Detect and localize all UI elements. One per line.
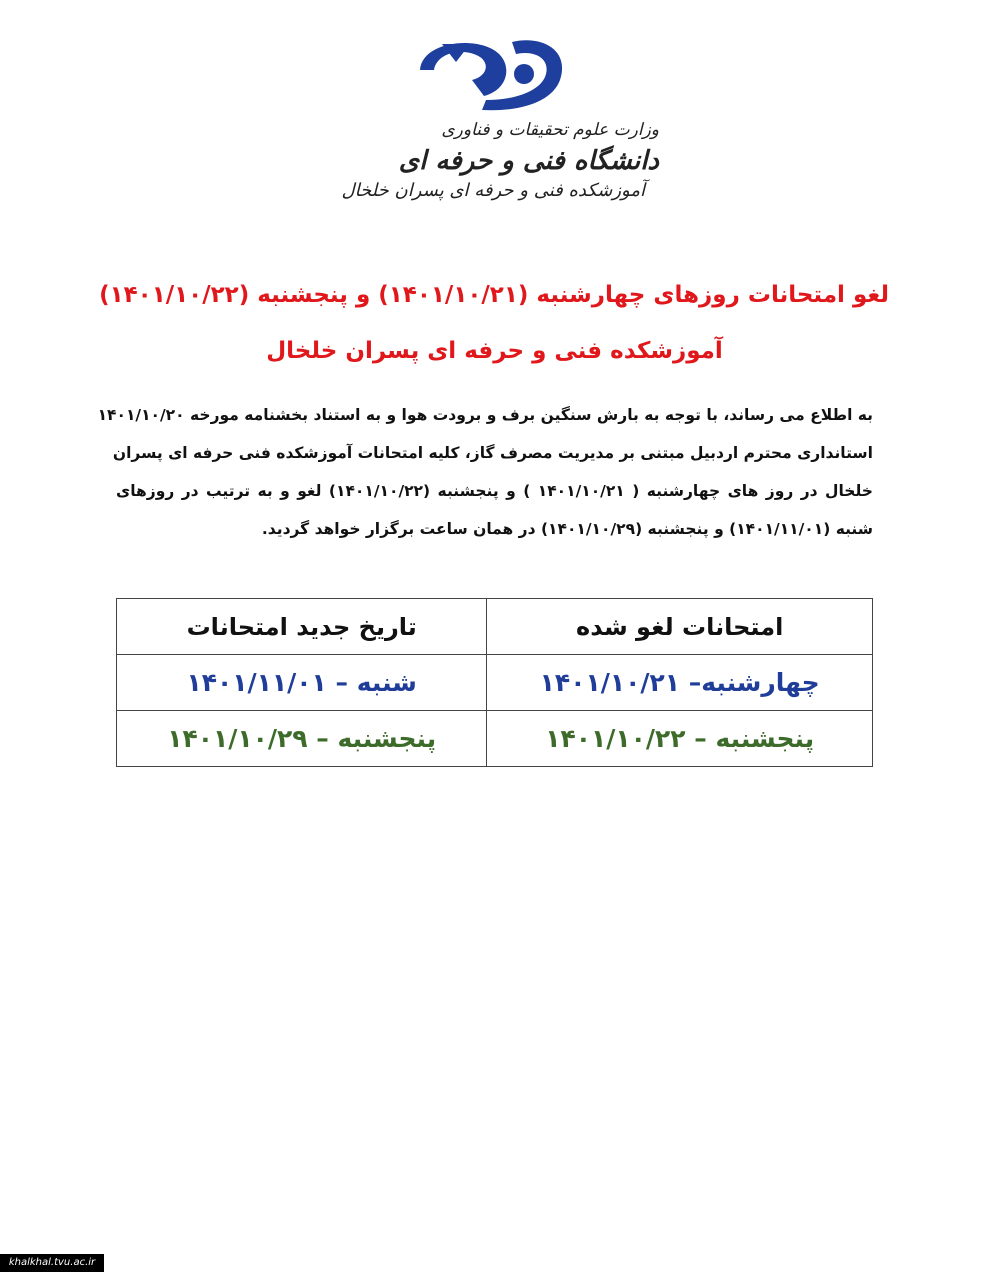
table-row (117, 711, 873, 767)
new-date-cell: پنجشنبه – ۱۴۰۱/۱۰/۲۹ (117, 711, 487, 767)
header-cancelled-exams: امتحانات لغو شده (487, 599, 873, 655)
announcement-body (97, 396, 873, 548)
body-line: استانداری محترم اردبیل مبتنی بر مدیریت مصرف گاز، کلیه امتحانات آموزشکده فنی حرفه ای پسران (112, 444, 873, 462)
ministry-name: وزارت علوم تحقیقات و فناوری (441, 120, 659, 140)
cancelled-date-cell: چهارشنبه– ۱۴۰۱/۱۰/۲۱ (487, 655, 873, 711)
body-line: خلخال در روز های چهارشنبه ( ۱۴۰۱/۱۰/۲۱ ) و پنجشنبه (۱۴۰۱/۱۰/۲۲) لغو و به ترتیب در روزهای (116, 482, 873, 500)
site-watermark: khalkhal.tvu.ac.ir (0, 1254, 104, 1272)
cancelled-date-cell: پنجشنبه – ۱۴۰۱/۱۰/۲۲ (487, 711, 873, 767)
table-row (117, 655, 873, 711)
university-logo (412, 30, 572, 114)
header-new-dates: تاریخ جدید امتحانات (117, 599, 487, 655)
announcement-title: لغو امتحانات روزهای چهارشنبه (۱۴۰۱/۱۰/۲۱) و پنجشنبه (۱۴۰۱/۱۰/۲۲) (99, 282, 889, 308)
body-line: شنبه (۱۴۰۱/۱۱/۰۱) و پنجشنبه (۱۴۰۱/۱۰/۲۹) در همان ساعت برگزار خواهد گردید. (261, 520, 873, 538)
school-name: آموزشکده فنی و حرفه ای پسران خلخال (341, 180, 645, 201)
announcement-subtitle: آموزشکده فنی و حرفه ای پسران خلخال (266, 338, 723, 364)
table-header-row (117, 599, 873, 655)
body-line: به اطلاع می رساند، با توجه به بارش سنگین برف و برودت هوا و به استناد بخشنامه مورخه ۱۴۰۱/۱۰/۲۰ (97, 406, 873, 424)
new-date-cell: شنبه – ۱۴۰۱/۱۱/۰۱ (117, 655, 487, 711)
university-name: دانشگاه فنی و حرفه ای (398, 146, 659, 176)
exam-schedule-table (116, 598, 873, 767)
